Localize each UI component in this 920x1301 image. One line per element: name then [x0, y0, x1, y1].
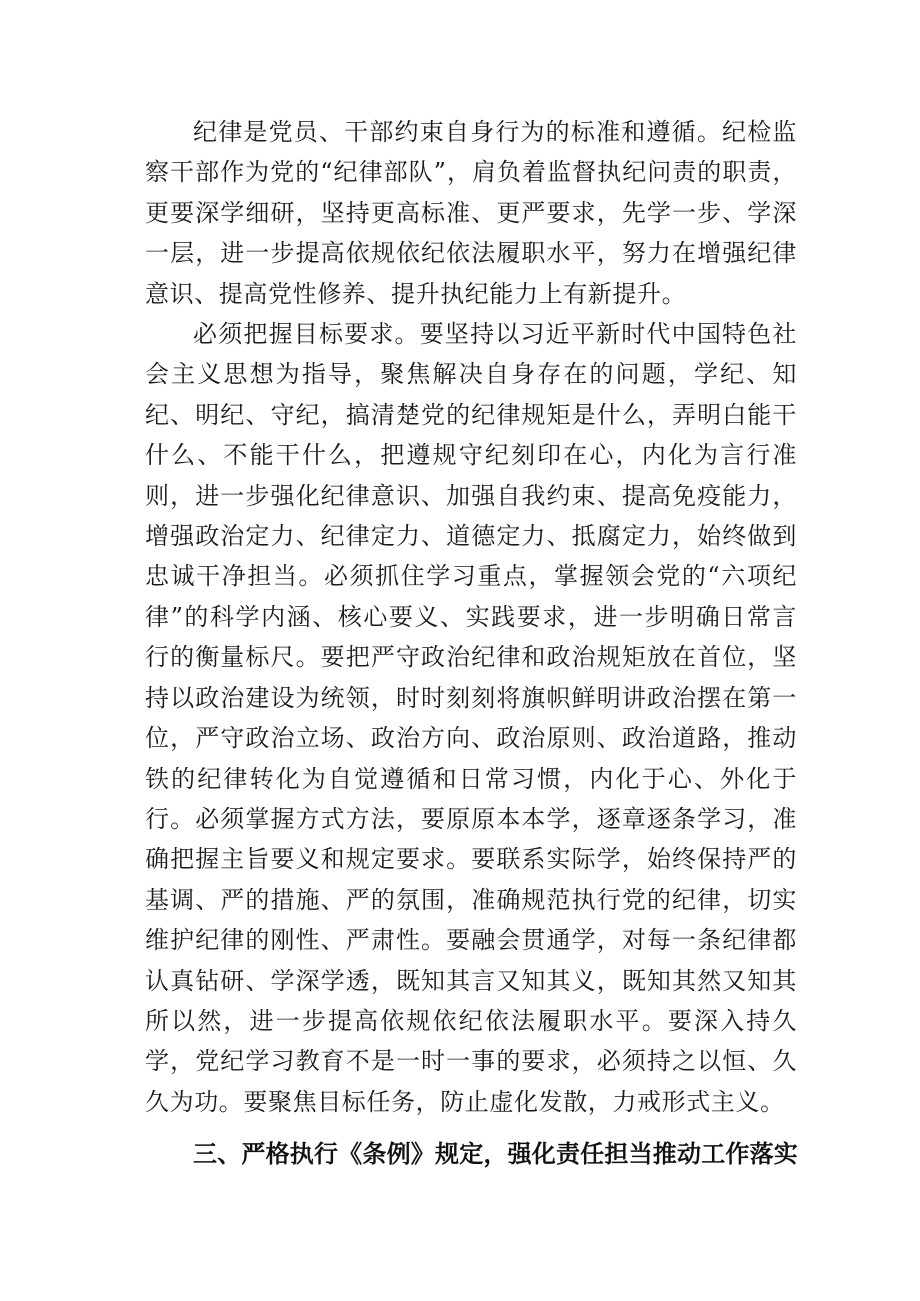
paragraph-discipline-intro: 纪律是党员、干部约束自身行为的标准和遵循。纪检监察干部作为党的“纪律部队”，肩负着监督执纪问责的职责，更要深学细研，坚持更高标准、更严要求，先学一步、学深一层，进一步提高依规依纪依法履职水平，努力在增强纪律意识、提高党性修养、提升执纪能力上有新提升。 [145, 118, 797, 308]
document-body [145, 112, 797, 1174]
paragraph-goal-requirements: 必须把握目标要求。要坚持以习近平新时代中国特色社会主义思想为指导，聚焦解决自身存在的问题，学纪、知纪、明纪、守纪，搞清楚党的纪律规矩是什么，弄明白能干什么、不能干什么，把遵规守纪刻印在心，内化为言行准则，进一步强化纪律意识、加强自我约束、提高免疫能力，增强政治定力、纪律定力、道德定力、抵腐定力，始终做到忠诚干净担当。必须抓住学习重点，掌握领会党的“六项纪律”的科学内涵、核心要义、实践要求，进一步明确日常言行的衡量标尺。要把严守政治纪律和政治规矩放在首位，坚持以政治建设为统领，时时刻刻将旗帜鲜明讲政治摆在第一位，严守政治立场、政治方向、政治原则、政治道路，推动铁的纪律转化为自觉遵循和日常习惯，内化于心、外化于行。必须掌握方式方法，要原原本本学，逐章逐条学习，准确把握主旨要义和规定要求。要联系实际学，始终保持严的基调、严的措施、严的氛围，准确规范执行党的纪律，切实维护纪律的刚性、严肃性。要融会贯通学，对每一条纪律都认真钻研、学深学透，既知其言又知其义，既知其然又知其所以然，进一步提高依规依纪依法履职水平。要深入持久学，党纪学习教育不是一时一事的要求，必须持之以恒、久久为功。要聚焦目标任务，防止虚化发散，力戒形式主义。 [145, 320, 797, 1116]
section-heading: 三、严格执行《条例》规定，强化责任担当推动工作落实 [193, 1140, 798, 1169]
